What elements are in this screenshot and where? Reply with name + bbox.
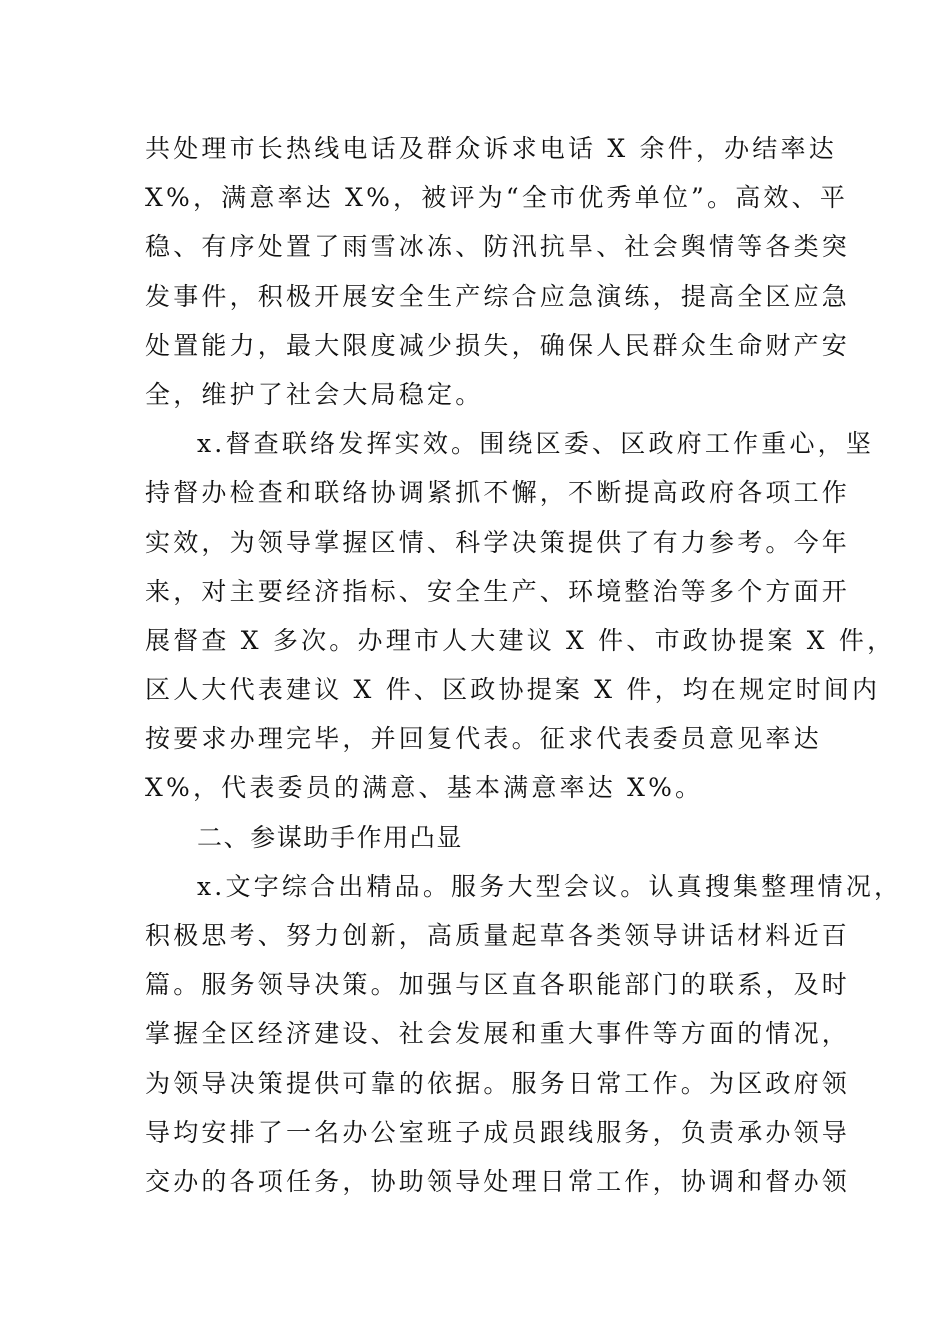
text-line: 来，对主要经济指标、安全生产、环境整治等多个方面开: [145, 576, 851, 606]
text-line: 按要求办理完毕，并回复代表。征求代表委员意见率达: [145, 724, 822, 754]
text-line: 交办的各项任务，协助领导处理日常工作，协调和督办领: [145, 1166, 851, 1196]
text-line: x.文字综合出精品。服务大型会议。认真搜集整理情况，: [197, 871, 903, 901]
text-line: 稳、有序处置了雨雪冰冻、防汛抗旱、社会舆情等各类突: [145, 232, 851, 262]
text-line: 导均安排了一名办公室班子成员跟线服务，负责承办领导: [145, 1117, 851, 1147]
text-line: 持督办检查和联络协调紧抓不懈，不断提高政府各项工作: [145, 478, 851, 508]
text-line: 掌握全区经济建设、社会发展和重大事件等方面的情况，: [145, 1019, 851, 1049]
text-line: x.督查联络发挥实效。围绕区委、区政府工作重心，坚: [197, 429, 875, 459]
section-heading: [145, 813, 815, 862]
text-line: 共处理市长热线电话及群众诉求电话 X 余件，办结率达: [145, 134, 837, 163]
text-line: 积极思考、努力创新，高质量起草各类领导讲话材料近百: [145, 921, 851, 950]
text-line: 全，维护了社会大局稳定。: [145, 379, 484, 409]
section-heading-text: 二、参谋助手作用凸显: [197, 822, 464, 852]
paragraph-writing-services: [145, 862, 903, 1206]
text-line: 篇。服务领导决策。加强与区直各职能部门的联系，及时: [145, 970, 851, 1000]
text-line: 展督查 X 多次。办理市人大建议 X 件、市政协提案 X 件，: [145, 625, 896, 655]
text-line: 区人大代表建议 X 件、区政协提案 X 件，均在规定时间内: [145, 675, 881, 705]
text-line: 实效，为领导掌握区情、科学决策提供了有力参考。今年: [145, 527, 851, 557]
document-body: [145, 124, 903, 1206]
text-line: 发事件，积极开展安全生产综合应急演练，提高全区应急: [145, 281, 851, 311]
paragraph-hotline-results: [145, 124, 851, 419]
text-line: X%，满意率达 X%，被评为“全市优秀单位”。高效、平: [145, 183, 849, 213]
text-line: 为领导决策提供可靠的依据。服务日常工作。为区政府领: [145, 1068, 851, 1098]
paragraph-supervision-liaison: [145, 419, 896, 813]
text-line: 处置能力，最大限度减少损失，确保人民群众生命财产安: [145, 330, 851, 360]
text-line: X%，代表委员的满意、基本满意率达 X%。: [145, 773, 704, 803]
